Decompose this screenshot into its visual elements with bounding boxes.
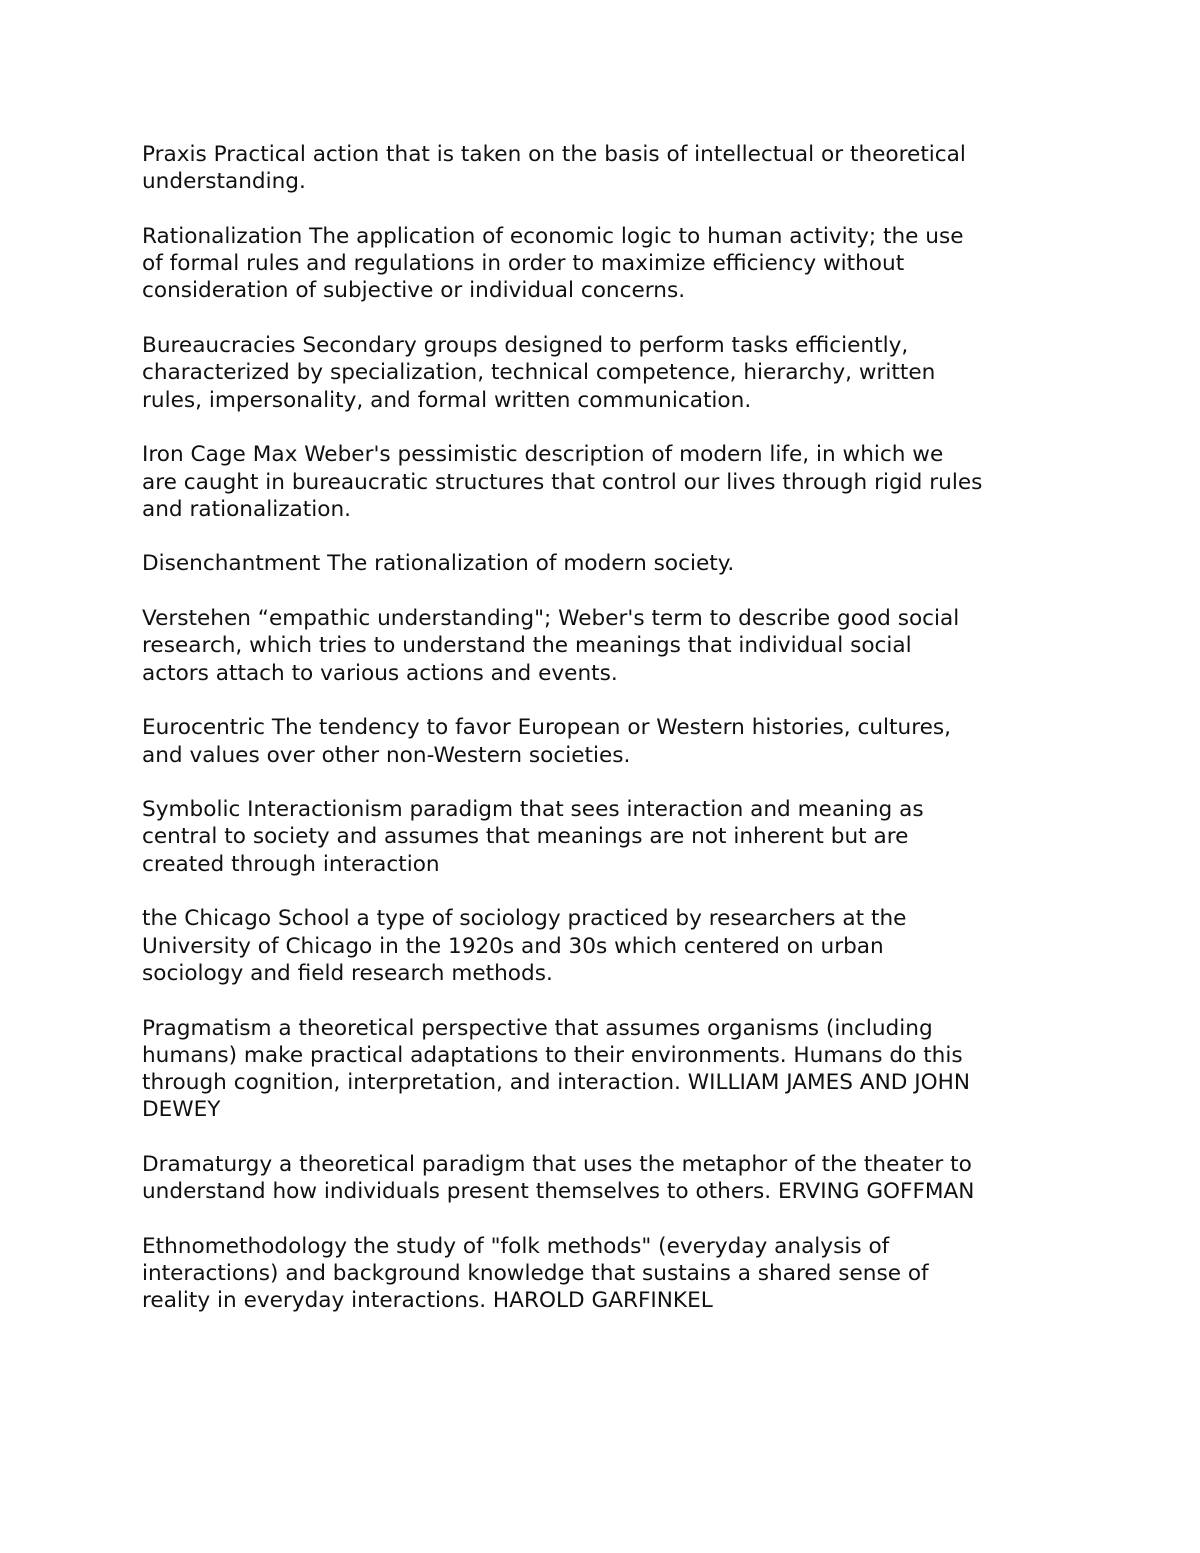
glossary-entry-pragmatism: Pragmatism a theoretical perspective that assumes organisms (including humans) make practical adaptations to their environments. Humans do this through cognition, interpretation, and interaction. WILLIAM JAMES AND JOHN DEWEY (142, 1015, 970, 1123)
glossary-entry-ethnomethodology: Ethnomethodology the study of "folk methods" (everyday analysis of interactions) and background knowledge that sustains a shared sense of reality in everyday interactions. HAROLD GARFINKEL (142, 1233, 929, 1314)
glossary-entry-chicago-school: the Chicago School a type of sociology practiced by researchers at the University of Chicago in the 1920s and 30s which centered on urban sociology and field research methods. (142, 906, 907, 986)
glossary-entry-symbolic-interactionism: Symbolic Interactionism paradigm that sees interaction and meaning as central to society and assumes that meanings are not inherent but are created through interaction (142, 797, 924, 877)
glossary-entry-verstehen: Verstehen “empathic understanding"; Weber's term to describe good social research, which tries to understand the meanings that individual social actors attach to various actions and events. (142, 606, 960, 686)
glossary-entry-iron-cage: Iron Cage Max Weber's pessimistic description of modern life, in which we are caught in bureaucratic structures that control our lives through rigid rules and rationalization. (142, 442, 983, 522)
glossary-entry-eurocentric: Eurocentric The tendency to favor European or Western histories, cultures, and values over other non-Western societies. (142, 715, 951, 768)
glossary-entry-dramaturgy: Dramaturgy a theoretical paradigm that uses the metaphor of the theater to understand how individuals present themselves to others. ERVING GOFFMAN (142, 1151, 975, 1205)
glossary-entry-bureaucracies: Bureaucracies Secondary groups designed to perform tasks efficiently, characterized by specialization, technical competence, hierarchy, written rules, impersonality, and formal written communication. (142, 333, 936, 413)
glossary-entry-rationalization: Rationalization The application of economic logic to human activity; the use of formal rules and regulations in order to maximize efficiency without consideration of subjective or individual concerns. (142, 223, 964, 304)
glossary-entry-disenchantment: Disenchantment The rationalization of modern society. (142, 551, 735, 577)
glossary-entry-praxis: Praxis Practical action that is taken on the basis of intellectual or theoretical understanding. (142, 142, 966, 195)
document-body (142, 141, 1077, 1342)
